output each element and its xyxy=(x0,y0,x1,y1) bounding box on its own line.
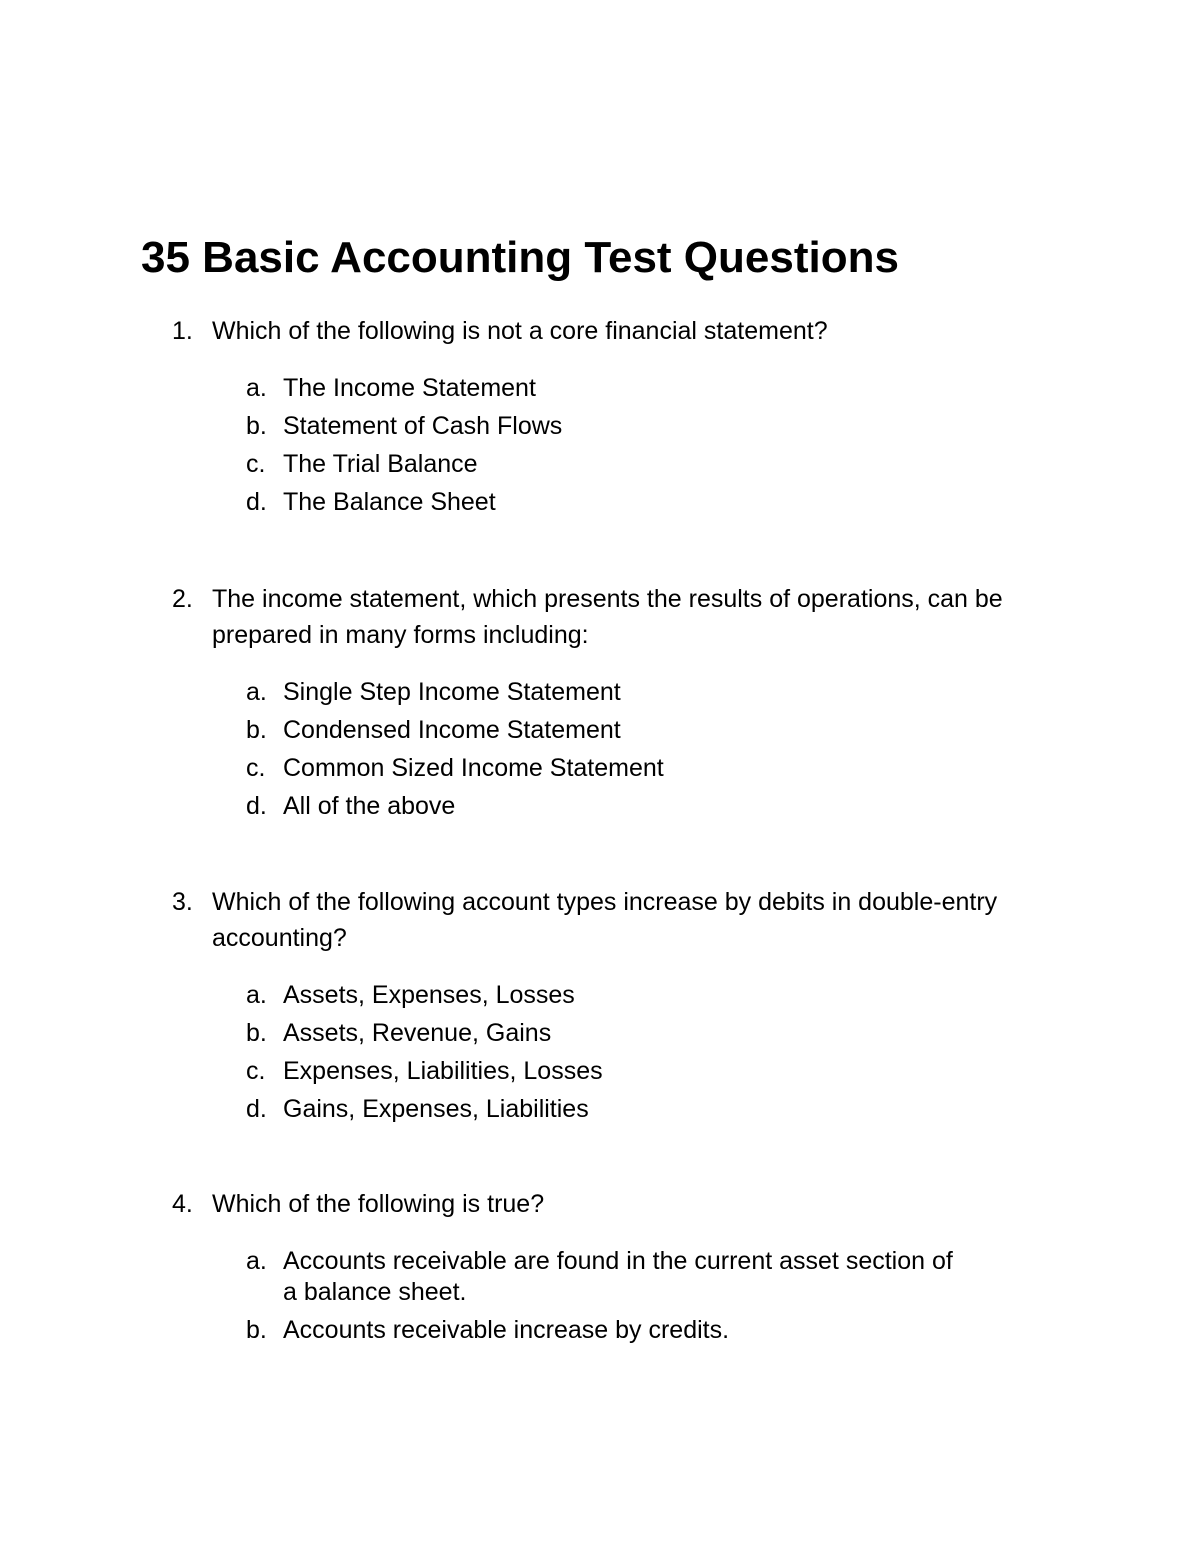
question-prompt: Which of the following account types increase by debits in double-entry accounting? xyxy=(212,888,998,952)
option-text: All of the above xyxy=(283,792,456,820)
answer-option xyxy=(172,411,1072,442)
option-letter: d. xyxy=(246,488,267,516)
option-text: The Income Statement xyxy=(283,374,536,402)
answer-option xyxy=(172,791,1072,822)
option-text: Single Step Income Statement xyxy=(283,678,621,706)
option-letter: a. xyxy=(246,1247,267,1275)
question-1 xyxy=(172,313,1072,525)
option-text: The Balance Sheet xyxy=(283,488,496,516)
option-letter: b. xyxy=(246,412,267,440)
option-text: Assets, Revenue, Gains xyxy=(283,1019,552,1047)
question-text xyxy=(172,884,1072,956)
answer-option xyxy=(172,980,1072,1011)
option-letter: b. xyxy=(246,716,267,744)
option-letter: b. xyxy=(246,1316,267,1344)
question-number: 1. xyxy=(172,317,193,345)
option-letter: c. xyxy=(246,450,266,478)
option-letter: b. xyxy=(246,1019,267,1047)
answer-option xyxy=(172,1315,1072,1346)
answer-option xyxy=(172,487,1072,518)
question-prompt: Which of the following is true? xyxy=(212,1190,545,1218)
question-2 xyxy=(172,581,1072,829)
answer-option xyxy=(172,753,1072,784)
answer-option xyxy=(172,715,1072,746)
option-text: Gains, Expenses, Liabilities xyxy=(283,1095,589,1123)
option-text: Condensed Income Statement xyxy=(283,716,621,744)
answer-options xyxy=(172,373,1072,518)
question-prompt: Which of the following is not a core financial statement? xyxy=(212,317,828,345)
option-text: Accounts receivable increase by credits. xyxy=(283,1316,730,1344)
answer-options xyxy=(172,1246,1072,1346)
option-letter: d. xyxy=(246,1095,267,1123)
option-text: Assets, Expenses, Losses xyxy=(283,981,575,1009)
page-title: 35 Basic Accounting Test Questions xyxy=(141,233,899,282)
question-number: 2. xyxy=(172,585,193,613)
answer-option xyxy=(172,677,1072,708)
option-text: Common Sized Income Statement xyxy=(283,754,664,782)
answer-option xyxy=(172,449,1072,480)
option-letter: d. xyxy=(246,792,267,820)
option-letter: a. xyxy=(246,678,267,706)
answer-option xyxy=(172,1018,1072,1049)
option-letter: c. xyxy=(246,1057,266,1085)
answer-option xyxy=(172,1056,1072,1087)
answer-options xyxy=(172,677,1072,822)
question-number: 4. xyxy=(172,1190,193,1218)
option-letter: c. xyxy=(246,754,266,782)
answer-options xyxy=(172,980,1072,1125)
question-text xyxy=(172,1186,1072,1222)
option-letter: a. xyxy=(246,374,267,402)
question-4 xyxy=(172,1186,1072,1353)
question-3 xyxy=(172,884,1072,1132)
question-text xyxy=(172,581,1072,653)
question-text xyxy=(172,313,1072,349)
answer-option xyxy=(172,373,1072,404)
option-text: The Trial Balance xyxy=(283,450,478,478)
option-text: Statement of Cash Flows xyxy=(283,412,563,440)
question-number: 3. xyxy=(172,888,193,916)
answer-option xyxy=(172,1094,1072,1125)
answer-option xyxy=(172,1246,963,1308)
question-prompt: The income statement, which presents the results of operations, can be prepared in many forms including: xyxy=(212,585,1003,649)
option-text: Accounts receivable are found in the current asset section of a balance sheet. xyxy=(283,1247,953,1306)
option-letter: a. xyxy=(246,981,267,1009)
option-text: Expenses, Liabilities, Losses xyxy=(283,1057,603,1085)
